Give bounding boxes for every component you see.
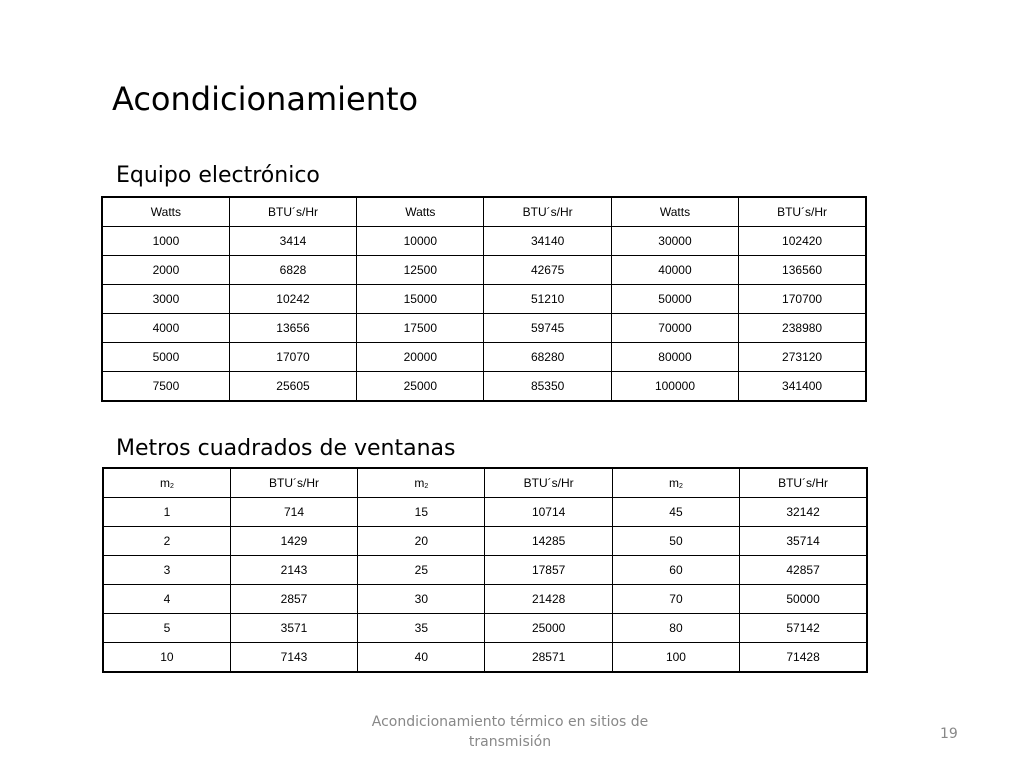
table-cell: 30: [358, 585, 485, 614]
table-cell: 85350: [484, 372, 611, 402]
table-cell: 100000: [611, 372, 738, 402]
table-row: [102, 372, 866, 402]
table-cell: 42675: [484, 256, 611, 285]
header-cell: Watts: [102, 197, 229, 227]
table-cell: 4: [103, 585, 230, 614]
slide-title: Acondicionamiento: [112, 80, 419, 118]
table-row: [102, 227, 866, 256]
table-cell: 7500: [102, 372, 229, 402]
header-cell: BTU´s/Hr: [739, 197, 866, 227]
table-cell: 14285: [485, 527, 612, 556]
table-cell: 2143: [230, 556, 357, 585]
table-cell: 60: [612, 556, 739, 585]
table-cell: 170700: [739, 285, 866, 314]
header-cell: Watts: [611, 197, 738, 227]
table-cell: 100: [612, 643, 739, 673]
unit-subscript: 2: [424, 483, 429, 490]
table-row: [102, 285, 866, 314]
table-row: [103, 614, 867, 643]
table-cell: 238980: [739, 314, 866, 343]
table-cell: 40000: [611, 256, 738, 285]
unit-base: m: [669, 476, 680, 490]
table-row: [103, 527, 867, 556]
table-cell: 30000: [611, 227, 738, 256]
table-cell: 2857: [230, 585, 357, 614]
table-cell: 10000: [357, 227, 484, 256]
table-cell: 7143: [230, 643, 357, 673]
table-cell: 50000: [611, 285, 738, 314]
table-row: [103, 585, 867, 614]
table-cell: 68280: [484, 343, 611, 372]
table-cell: 35714: [740, 527, 867, 556]
table-cell: 273120: [739, 343, 866, 372]
table-header-row: [103, 468, 867, 498]
table-cell: 1429: [230, 527, 357, 556]
table-cell: 45: [612, 498, 739, 527]
header-cell: [358, 468, 485, 498]
table-cell: 2000: [102, 256, 229, 285]
table-cell: 3414: [229, 227, 356, 256]
table-row: [102, 314, 866, 343]
table2-caption: Metros cuadrados de ventanas: [116, 436, 456, 461]
table-cell: 50000: [740, 585, 867, 614]
table-cell: 25: [358, 556, 485, 585]
table-cell: 25605: [229, 372, 356, 402]
table-cell: 5000: [102, 343, 229, 372]
table-cell: 42857: [740, 556, 867, 585]
table-cell: 102420: [739, 227, 866, 256]
table-cell: 34140: [484, 227, 611, 256]
table-header-row: [102, 197, 866, 227]
header-cell: BTU´s/Hr: [229, 197, 356, 227]
watts-btu-table: [101, 196, 867, 402]
table-row: [102, 343, 866, 372]
window-area-btu-table: [102, 467, 868, 673]
header-cell: Watts: [357, 197, 484, 227]
table-cell: 35: [358, 614, 485, 643]
header-cell: BTU´s/Hr: [485, 468, 612, 498]
table-cell: 13656: [229, 314, 356, 343]
table-cell: 3571: [230, 614, 357, 643]
table-cell: 80000: [611, 343, 738, 372]
table-cell: 40: [358, 643, 485, 673]
table-row: [103, 556, 867, 585]
table-cell: 3: [103, 556, 230, 585]
table-cell: 1: [103, 498, 230, 527]
table-cell: 2: [103, 527, 230, 556]
table-cell: 15000: [357, 285, 484, 314]
table-cell: 341400: [739, 372, 866, 402]
table-cell: 17500: [357, 314, 484, 343]
table-cell: 17070: [229, 343, 356, 372]
table-cell: 714: [230, 498, 357, 527]
table-cell: 70: [612, 585, 739, 614]
table-cell: 1000: [102, 227, 229, 256]
table-cell: 50: [612, 527, 739, 556]
unit-base: m: [159, 476, 170, 490]
table-cell: 32142: [740, 498, 867, 527]
table-cell: 25000: [357, 372, 484, 402]
table-cell: 21428: [485, 585, 612, 614]
table-cell: 3000: [102, 285, 229, 314]
header-cell: [103, 468, 230, 498]
header-cell: BTU´s/Hr: [740, 468, 867, 498]
table-cell: 20: [358, 527, 485, 556]
table-row: [103, 643, 867, 673]
table-cell: 51210: [484, 285, 611, 314]
table-cell: 17857: [485, 556, 612, 585]
table-cell: 25000: [485, 614, 612, 643]
table-cell: 71428: [740, 643, 867, 673]
table-cell: 6828: [229, 256, 356, 285]
header-cell: [612, 468, 739, 498]
table-cell: 10714: [485, 498, 612, 527]
table-cell: 136560: [739, 256, 866, 285]
unit-subscript: 2: [679, 483, 683, 490]
table-cell: 59745: [484, 314, 611, 343]
table-cell: 10: [103, 643, 230, 673]
table-cell: 10242: [229, 285, 356, 314]
table-cell: 20000: [357, 343, 484, 372]
table-cell: 12500: [357, 256, 484, 285]
table1-caption: Equipo electrónico: [116, 163, 320, 188]
table-cell: 70000: [611, 314, 738, 343]
unit-base: m: [414, 476, 425, 490]
header-cell: BTU´s/Hr: [230, 468, 357, 498]
unit-subscript: 2: [169, 483, 174, 490]
table-cell: 80: [612, 614, 739, 643]
table-cell: 4000: [102, 314, 229, 343]
table-row: [102, 256, 866, 285]
header-cell: BTU´s/Hr: [484, 197, 611, 227]
table-cell: 15: [358, 498, 485, 527]
page-number: 19: [940, 726, 958, 742]
slide-footer: Acondicionamiento térmico en sitios de transmisión: [371, 714, 649, 750]
table-row: [103, 498, 867, 527]
table-cell: 5: [103, 614, 230, 643]
table-cell: 28571: [485, 643, 612, 673]
table-cell: 57142: [740, 614, 867, 643]
